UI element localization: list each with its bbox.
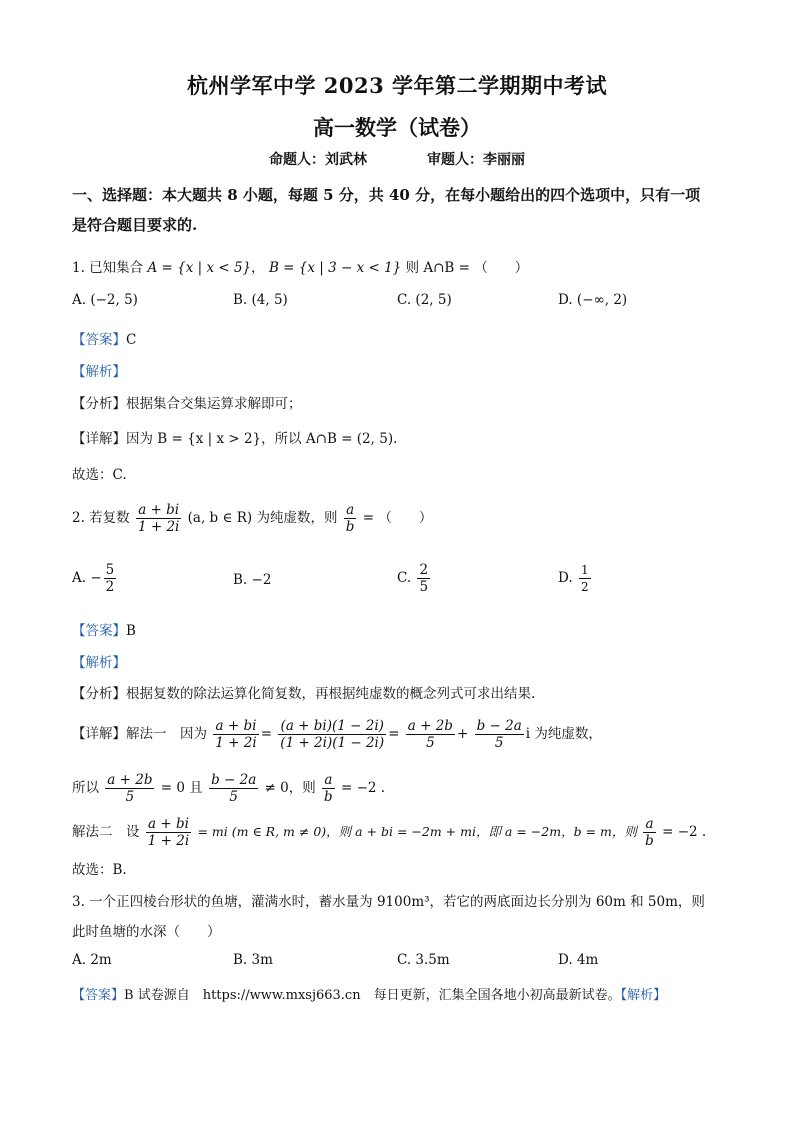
- q1-analysis: [72, 360, 126, 380]
- q1-detail-text: 因为 B = {x | x > 2}，所以 A∩B = (2, 5).: [126, 431, 398, 447]
- q2-so-prefix: 所以: [72, 780, 99, 796]
- q3-stem-line1: 3. 一个正四棱台形状的鱼塘，灌满水时，蓄水量为 9100m³，若它的两底面边长分别为 60m 和 50m，则: [72, 894, 705, 910]
- q2-method1: 【详解】解法一 因为 $\frac{a + bi}{1 + 2i}$ = $\frac{(a + bi)(1 - 2i)}{(1 + 2i)(1 - 2i)}$ = $\frac{a + 2b}{5}$ + $\frac{b - 2a}{5}$ i 为纯虚数，: [72, 718, 602, 751]
- q2-option-c-frac: [417, 562, 430, 595]
- q3-option-a: A. 2m: [72, 952, 112, 968]
- q2-m2-mid: = mi (m ∈ R, m ≠ 0)，则 a + bi = −2m + mi，即 a = −2m，b = m，则: [197, 824, 637, 839]
- q1-answer: [72, 328, 136, 348]
- q2-option-d-frac: [579, 562, 591, 595]
- exam-subtitle: 高一数学（试卷）: [313, 115, 481, 140]
- q2-option-c-label: C.: [397, 570, 412, 586]
- q2-option-a-num: 5: [105, 562, 115, 578]
- q2-ab-fraction: [344, 502, 357, 535]
- q1-fenxi: [72, 392, 302, 412]
- q2-answer-tag: 【答案】: [72, 623, 126, 639]
- q2-m2-frac1: [146, 816, 191, 849]
- q2-detail-tag: 【详解】: [72, 726, 126, 742]
- q1-detail-tag: 【详解】: [72, 431, 126, 447]
- setter-name: 命题人：刘武林: [269, 152, 367, 168]
- q2-so-frac3-den: b: [324, 789, 333, 805]
- q2-option-d-label: D.: [558, 570, 573, 586]
- q2-ab-den: b: [345, 519, 355, 535]
- q1-stem: [72, 256, 528, 276]
- q2-m1-frac3: [406, 718, 455, 751]
- q2-m1-frac2-num: (a + bi)(1 − 2i): [278, 718, 386, 735]
- q1-fenxi-tag: 【分析】: [72, 396, 126, 412]
- section-heading-line1: 一、选择题：本大题共 8 小题，每题 5 分，共 40 分，在每小题给出的四个选项中，只有一项: [72, 186, 701, 204]
- q2-stem-suffix: = （ ）: [362, 510, 433, 526]
- q1-conclusion: 故选：C.: [72, 467, 127, 483]
- q2-method2: [72, 816, 706, 849]
- q2-m2-frac2-den: b: [645, 833, 654, 849]
- q2-option-a: [72, 562, 118, 595]
- q2-m1-frac2-den: (1 + 2i)(1 − 2i): [280, 735, 385, 751]
- q2-m1-frac1: [213, 718, 258, 751]
- q3-analysis-tag: 【解析】: [620, 988, 667, 1003]
- q2-m1-frac4-num: b − 2a: [476, 718, 522, 734]
- q1-option-c: C. (2, 5): [397, 292, 452, 308]
- q1-fenxi-text: 根据集合交集运算求解即可；: [126, 396, 302, 412]
- q2-ab-num: a: [344, 502, 357, 519]
- q2-stem-mid: (a, b ∈ R) 为纯虚数，则: [187, 510, 338, 526]
- q2-answer-value: B: [126, 623, 136, 639]
- authors-line: [0, 149, 794, 169]
- q1-option-d: D. (−∞, 2): [558, 292, 628, 308]
- section-heading: [72, 180, 732, 240]
- q2-option-a-den: 2: [105, 579, 115, 595]
- q2-analysis: [72, 651, 126, 671]
- q1-set-b: B = {x | 3 − x < 1}: [268, 260, 402, 276]
- q1-answer-tag: 【答案】: [72, 332, 126, 348]
- q2-m2-suffix: = −2 .: [662, 824, 707, 840]
- q3-option-d: D. 4m: [558, 952, 599, 968]
- q2-m1-frac1-num: a + bi: [213, 718, 258, 735]
- q2-fenxi: [72, 682, 535, 702]
- q2-method2-label: 解法二 设: [72, 824, 140, 840]
- q2-option-c: [397, 562, 432, 595]
- exam-title: 杭州学军中学 2023 学年第二学期期中考试: [186, 73, 608, 98]
- q2-m1-frac3-den: 5: [426, 735, 435, 751]
- q2-conclusion: 故选：B.: [72, 862, 127, 878]
- q2-so-frac1: [105, 772, 154, 805]
- q2-so-frac2-den: 5: [229, 789, 238, 805]
- q2-m2-frac2-num: a: [643, 816, 656, 833]
- q2-fenxi-text: 根据复数的除法运算化简复数，再根据纯虚数的概念列式可求出结果.: [126, 686, 536, 702]
- q2-m1-frac3-num: a + 2b: [407, 718, 453, 734]
- q1-analysis-tag: 【解析】: [72, 364, 126, 380]
- q2-so-frac1-den: 5: [125, 789, 135, 805]
- q2-m1-frac4-den: 5: [494, 735, 504, 751]
- section-heading-line2: 是符合题目要求的.: [72, 216, 198, 234]
- q1-option-b: B. (4, 5): [233, 292, 288, 308]
- q2-frac-den: 1 + 2i: [137, 519, 180, 535]
- q2-frac-num: a + bi: [136, 502, 181, 519]
- q2-option-c-den: 5: [419, 579, 429, 595]
- q2-m2-frac2: [643, 816, 656, 849]
- q1-detail: [72, 427, 397, 447]
- q2-answer: [72, 619, 136, 639]
- q1-answer-value: C: [126, 332, 137, 348]
- q2-so-frac3: [322, 772, 335, 805]
- q2-option-c-num: 2: [419, 562, 429, 578]
- q2-option-d-num: 1: [580, 563, 589, 577]
- q2-so-line: [72, 772, 385, 805]
- q2-option-a-label: A.: [72, 570, 87, 586]
- q2-m1-frac2: [278, 718, 386, 751]
- q2-m2-frac1-num: a + bi: [146, 816, 191, 833]
- q1-stem-prefix: 1. 已知集合: [72, 260, 144, 276]
- q2-stem-fraction: [136, 502, 181, 535]
- q1-set-a: A = {x | x < 5}: [147, 260, 252, 276]
- q3-answer-tag: 【答案】: [72, 988, 125, 1003]
- q2-so-suffix: = −2 .: [341, 780, 386, 796]
- q2-so-mid1: = 0 且: [160, 780, 203, 796]
- q2-analysis-tag: 【解析】: [72, 655, 126, 671]
- q2-option-a-sign: −: [90, 570, 102, 586]
- q2-m1-suffix: i 为纯虚数，: [525, 726, 602, 742]
- q2-stem-prefix: 2. 若复数: [72, 510, 130, 526]
- q3-option-c: C. 3.5m: [397, 952, 450, 968]
- q1-option-a: A. (−2, 5): [72, 292, 138, 308]
- reviewer-name: 审题人：李丽丽: [427, 152, 525, 168]
- q2-option-d-den: 2: [580, 580, 589, 594]
- q3-option-b: B. 3m: [233, 952, 273, 968]
- q2-m2-frac1-den: 1 + 2i: [147, 833, 190, 849]
- q2-so-frac2-num: b − 2a: [211, 772, 257, 788]
- q3-stem-line2: 此时鱼塘的水深（ ）: [72, 924, 221, 940]
- q2-option-b: B. −2: [233, 572, 272, 588]
- q2-option-d: [558, 562, 593, 595]
- q2-option-a-frac: [104, 562, 117, 595]
- q2-m1-frac1-den: 1 + 2i: [215, 735, 257, 751]
- q1-sep: ，: [251, 260, 265, 276]
- q2-so-mid2: ≠ 0，则: [264, 780, 316, 796]
- q1-stem-suffix: 则 A∩B = （ ）: [405, 260, 529, 276]
- q2-so-frac2: [209, 772, 258, 805]
- q2-so-frac3-num: a: [322, 772, 335, 789]
- q3-answer-text: B 试卷源自 https://www.mxsj663.cn 每日更新，汇集全国各地小初高最新试卷。: [124, 988, 621, 1003]
- q3-answer: [72, 984, 666, 1003]
- q2-m1-frac4: [475, 718, 524, 751]
- q2-fenxi-tag: 【分析】: [72, 686, 126, 702]
- q2-method1-label: 解法一 因为: [126, 726, 207, 742]
- q2-stem: [72, 502, 432, 535]
- q2-so-frac1-num: a + 2b: [107, 772, 153, 788]
